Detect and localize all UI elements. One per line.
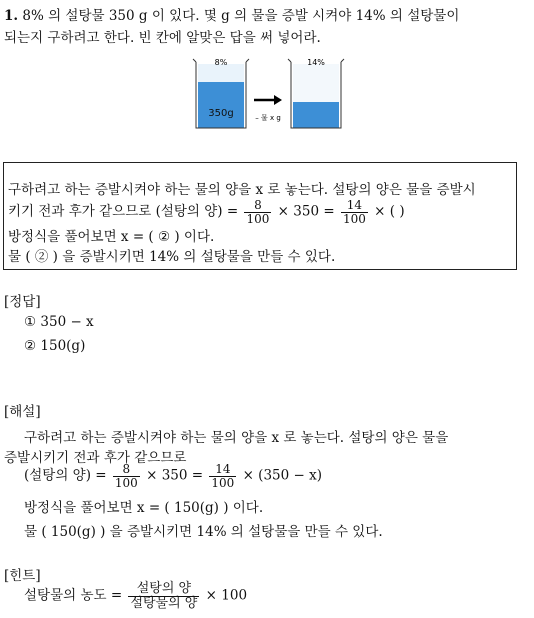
box-eq-prefix: 키기 전과 후가 같으므로 (설탕의 양) = bbox=[8, 203, 239, 220]
hint-fraction: $\frac{\text{설탕의 양}}{\text{설탕물의 양}}$ bbox=[130, 581, 198, 611]
explanation-label: [해설] bbox=[4, 404, 41, 420]
explanation-equation: (설탕의 양) = $\frac{8}{100}$ × 350 = $\frac{14}{100}$ × (350 − x) bbox=[24, 462, 322, 490]
beaker1-label: 8% bbox=[214, 58, 228, 67]
problem-text-1: 8% 의 설탕물 350 g 이 있다. 몇 g 의 물을 증발 시켜야 14% 의 설탕물이 bbox=[22, 8, 460, 24]
expl-fraction-14-100: $\frac{14}{100}$ bbox=[211, 462, 235, 490]
beaker-figure bbox=[190, 56, 350, 134]
box-fraction-14-100: $\frac{14}{100}$ bbox=[342, 198, 366, 226]
explanation-line-4: 방정식을 풀어보면 x = ( 150(g) ) 이다. bbox=[24, 500, 264, 516]
hint-label: [힌트] bbox=[4, 568, 41, 584]
explanation-line-2: 증발시키기 전과 후가 같으므로 bbox=[4, 450, 187, 466]
answer-label: [정답] bbox=[4, 294, 41, 310]
box-times: × 350 = bbox=[277, 203, 335, 220]
beaker-14-percent bbox=[288, 59, 344, 128]
box-line-3: 방정식을 풀어보면 x = ( ② ) 이다. bbox=[8, 229, 215, 245]
beaker1-value: 350g bbox=[208, 108, 234, 119]
explanation-line-1: 구하려고 하는 증발시켜야 하는 물의 양을 x 로 놓는다. 설탕의 양은 물을 bbox=[24, 430, 449, 446]
box-line-2 bbox=[8, 199, 405, 225]
box-blank-1: × ( ) bbox=[374, 203, 405, 220]
box-line-1: 구하려고 하는 증발시켜야 하는 물의 양을 x 로 놓는다. 설탕의 양은 물을 증발시 bbox=[8, 182, 476, 198]
problem-line-1 bbox=[4, 4, 459, 24]
problem-line-2: 되는지 구하려고 한다. 빈 칸에 알맞은 답을 써 넣어라. bbox=[4, 30, 321, 46]
beaker2-label: 14% bbox=[307, 58, 325, 67]
answer-1: ① 350 − x bbox=[24, 314, 94, 330]
box-line-4: 물 ( ② ) 을 증발시키면 14% 의 설탕물을 만들 수 있다. bbox=[8, 249, 336, 265]
answer-2: ② 150(g) bbox=[24, 338, 86, 354]
box-fraction-8-100: $\frac{8}{100}$ bbox=[246, 198, 270, 226]
hint-formula: 설탕물의 농도 = $\frac{\text{설탕의 양}}{\text{설탕물의 양}}$ × 100 bbox=[24, 581, 248, 611]
evap-label: – 물 x g bbox=[255, 114, 281, 122]
expl-fraction-8-100: $\frac{8}{100}$ bbox=[114, 462, 138, 490]
explanation-line-5: 물 ( 150(g) ) 을 증발시키면 14% 의 설탕물을 만들 수 있다. bbox=[24, 524, 383, 540]
problem-number: 1. bbox=[4, 8, 19, 24]
arrow-icon bbox=[254, 95, 282, 105]
